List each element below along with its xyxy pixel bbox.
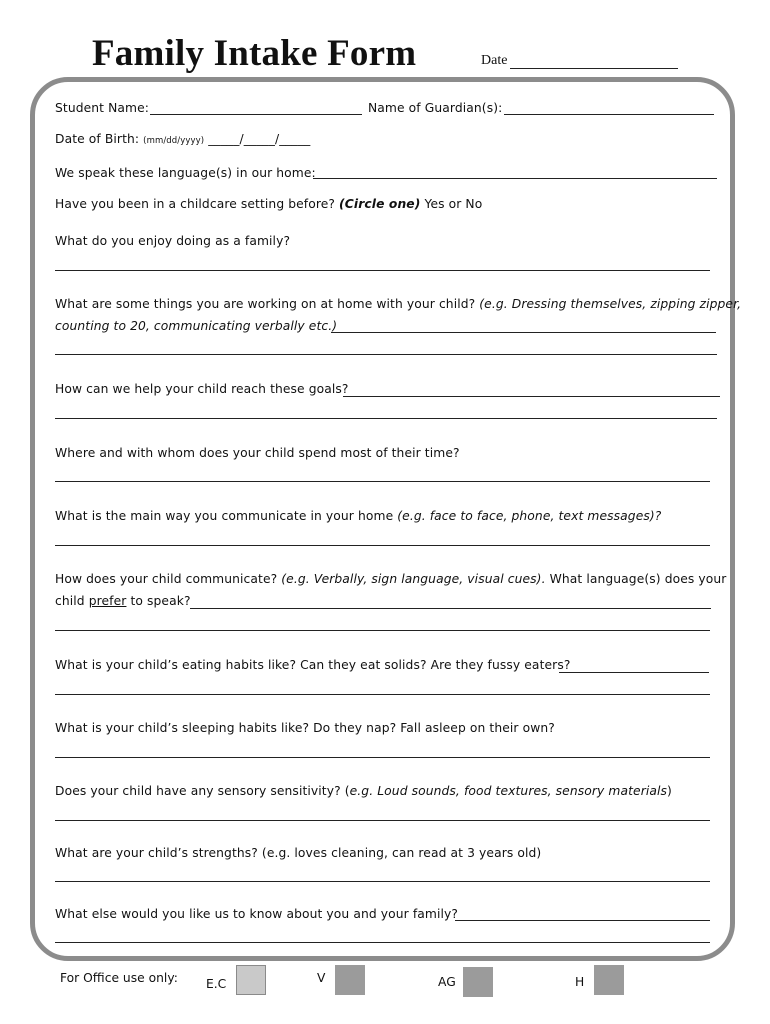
question-working-on-examples: counting to 20, communicating verbally etc.) xyxy=(55,319,338,333)
languages-label: We speak these language(s) in our home: xyxy=(55,166,316,180)
question-time-spent: Where and with whom does your child spend most of their time? xyxy=(55,446,460,460)
date-label: Date xyxy=(481,53,508,68)
dob-blank[interactable]: _____/_____/_____ xyxy=(208,132,311,146)
office-h-label: H xyxy=(575,975,585,989)
answer-line[interactable] xyxy=(55,270,710,271)
childcare-circle-note: (Circle one) xyxy=(339,197,421,211)
office-ag-label: AG xyxy=(438,975,456,989)
answer-line[interactable] xyxy=(455,920,710,921)
answer-line[interactable] xyxy=(55,354,717,355)
answer-line[interactable] xyxy=(343,396,720,397)
answer-line[interactable] xyxy=(55,881,710,882)
childcare-options[interactable]: Yes or No xyxy=(424,197,483,211)
student-name-line[interactable] xyxy=(150,114,362,115)
question-sleeping-habits: What is your child’s sleeping habits like? Do they nap? Fall asleep on their own? xyxy=(55,721,555,735)
date-field-line[interactable] xyxy=(510,68,678,69)
answer-line[interactable] xyxy=(55,481,710,482)
answer-line[interactable] xyxy=(559,672,709,673)
answer-line[interactable] xyxy=(55,942,710,943)
question-strengths: What are your child’s strengths? (e.g. loves cleaning, can read at 3 years old) xyxy=(55,846,542,860)
answer-line[interactable] xyxy=(55,820,710,821)
office-h-box[interactable] xyxy=(594,965,624,995)
languages-line[interactable] xyxy=(313,178,717,179)
guardian-line[interactable] xyxy=(504,114,714,115)
office-ag-box[interactable] xyxy=(463,967,493,997)
question-communicate-home: What is the main way you communicate in your home (e.g. face to face, phone, text messages)? xyxy=(55,509,662,523)
question-child-prefer: child prefer to speak? xyxy=(55,594,191,608)
office-ec-box[interactable] xyxy=(236,965,266,995)
question-help-goals: How can we help your child reach these goals? xyxy=(55,382,349,396)
office-use-label: For Office use only: xyxy=(60,971,178,985)
dob-format: (mm/dd/yyyy) xyxy=(143,136,205,146)
question-working-on: What are some things you are working on at home with your child? (e.g. Dressing themselves, zipping zipper, xyxy=(55,297,742,311)
guardian-label: Name of Guardian(s): xyxy=(368,101,503,115)
answer-line[interactable] xyxy=(55,694,710,695)
office-ec-label: E.C xyxy=(206,977,227,991)
question-child-communicate: How does your child communicate? (e.g. Verbally, sign language, visual cues). What language(s) does your xyxy=(55,572,727,586)
answer-line[interactable] xyxy=(55,630,710,631)
answer-line[interactable] xyxy=(190,608,711,609)
childcare-question: Have you been in a childcare setting before? xyxy=(55,197,336,211)
office-v-box[interactable] xyxy=(335,965,365,995)
dob-row xyxy=(55,131,310,149)
dob-label: Date of Birth: xyxy=(55,132,140,146)
answer-line[interactable] xyxy=(55,545,710,546)
childcare-row xyxy=(55,196,482,212)
question-anything-else: What else would you like us to know about you and your family? xyxy=(55,907,459,921)
answer-line[interactable] xyxy=(331,332,716,333)
question-family-activities: What do you enjoy doing as a family? xyxy=(55,234,291,248)
office-v-label: V xyxy=(317,971,326,985)
question-sensory: Does your child have any sensory sensitivity? (e.g. Loud sounds, food textures, sensory materials) xyxy=(55,784,672,798)
question-eating-habits: What is your child’s eating habits like? Can they eat solids? Are they fussy eaters? xyxy=(55,658,571,672)
answer-line[interactable] xyxy=(55,418,717,419)
form-title: Family Intake Form xyxy=(92,33,417,74)
answer-line[interactable] xyxy=(55,757,710,758)
student-name-label: Student Name: xyxy=(55,101,150,115)
